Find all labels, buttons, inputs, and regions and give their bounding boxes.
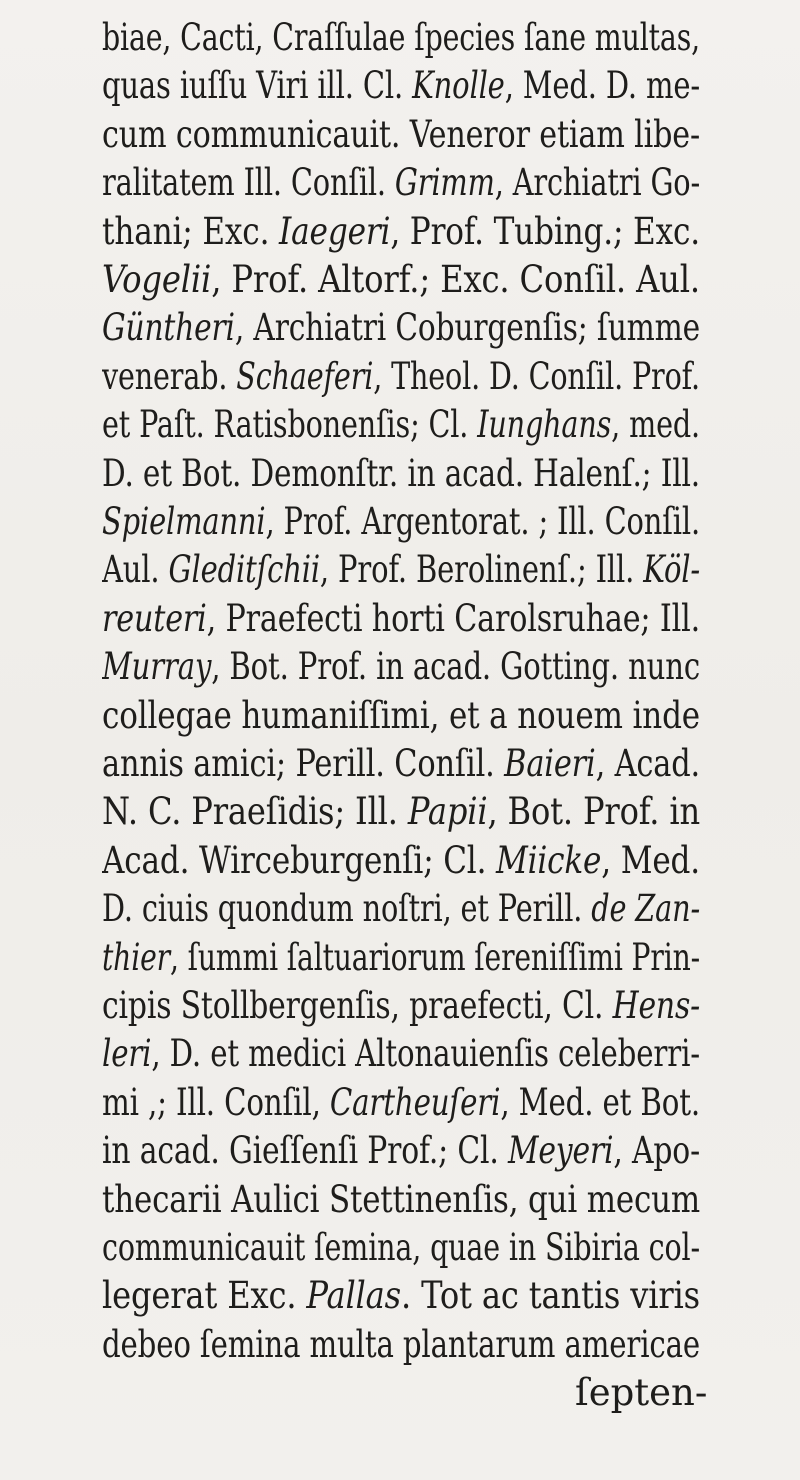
text-segment: , Med. et Bot. xyxy=(500,1080,701,1124)
text-segment: , Prof. Berolinenſ.; Ill. xyxy=(319,548,644,592)
text-segment: mi ,; Ill. Conſil, xyxy=(102,1080,330,1124)
italic-name: Hens- xyxy=(612,984,701,1027)
italic-name: Vogelii xyxy=(102,258,212,301)
text-segment: , Bot. Prof. in xyxy=(487,790,701,834)
text-segment: biae, Cacti, Craſſulae ſpecies ſane multas, xyxy=(102,16,701,59)
text-segment: , Med. D. me- xyxy=(504,64,700,108)
text-segment: cum communicauit. Veneror etiam libe- xyxy=(102,112,700,156)
text-segment: venerab. xyxy=(102,354,237,398)
text-segment: , Archiatri Coburgenſis; ſumme xyxy=(234,306,700,350)
italic-name: Pallas xyxy=(306,1274,401,1318)
text-segment: , Prof. Altorf.; Exc. Conſil. Aul. xyxy=(211,258,700,301)
italic-name: Miicke xyxy=(495,838,602,882)
italic-name: Meyeri xyxy=(507,1129,614,1173)
text-segment: Acad. Wirceburgenſi; Cl. xyxy=(102,838,496,882)
text-segment: annis amici; Perill. Conſil. xyxy=(102,742,505,785)
text-segment: D. ciuis quondum noſtri, et Perill. xyxy=(102,887,592,931)
text-segment: D. et Bot. Demonſtr. in acad. Halenſ.; Ill. xyxy=(102,451,701,495)
italic-name: leri xyxy=(102,1032,152,1076)
text-segment: , Prof. Tubing.; Exc. xyxy=(390,209,700,253)
italic-name: Murray xyxy=(102,645,212,689)
text-segment: thecarii Aulici Stettinenſis, qui mecum xyxy=(102,1177,700,1221)
italic-name: Köl- xyxy=(643,548,700,592)
italic-name: Cartheuſeri xyxy=(329,1080,501,1124)
text-segment: ralitatem Ill. Conſil. xyxy=(102,161,395,205)
italic-name: Knolle xyxy=(412,64,505,108)
text-segment: , med. xyxy=(611,403,701,447)
italic-name: de Zan- xyxy=(591,887,701,931)
text-segment: debeo ſemina multa plantarum americae xyxy=(102,1322,700,1366)
italic-name: Gleditſchii xyxy=(168,548,320,592)
italic-name: Iunghans xyxy=(477,403,612,447)
text-segment: , Apo- xyxy=(613,1129,700,1173)
text-segment: et Paſt. Ratisbonenſis; Cl. xyxy=(102,403,478,447)
text-segment: collegae humaniſſimi, et a nouem inde xyxy=(102,693,700,737)
text-segment: , Theol. D. Conſil. Prof. xyxy=(373,354,700,398)
italic-name: reuteri xyxy=(102,596,207,640)
text-segment: legerat Exc. xyxy=(102,1274,307,1318)
text-segment: cipis Stollbergenſis, praefecti, Cl. xyxy=(102,984,613,1027)
text-segment: in acad. Gieſſenſi Prof.; Cl. xyxy=(102,1129,508,1173)
italic-name: Grimm xyxy=(394,161,495,205)
italic-name: Baieri xyxy=(504,742,596,785)
text-segment: , Acad. xyxy=(595,742,701,785)
text-segment: , ſummi ſaltuariorum ſereniſſimi Prin- xyxy=(169,935,700,979)
italic-name: Iaegeri xyxy=(279,209,391,253)
text-segment: communicauit ſemina, quae in Sibiria col- xyxy=(102,1226,700,1269)
text-segment: , Archiatri Go- xyxy=(494,161,701,205)
text-segment: , Bot. Prof. in acad. Gotting. nunc xyxy=(211,645,700,689)
text-segment: , Med. xyxy=(601,838,700,882)
italic-name: Güntheri xyxy=(102,306,235,350)
italic-name: thier xyxy=(102,935,170,979)
catchword: ſepten- xyxy=(575,1371,708,1415)
text-segment: quas iuſſu Viri ill. Cl. xyxy=(102,64,413,108)
text-segment: , D. et medici Altonauienſis celeberri- xyxy=(151,1032,700,1076)
text-segment: . Tot ac tantis viris xyxy=(400,1274,700,1318)
italic-name: Schaeferi xyxy=(236,354,374,398)
text-segment: Aul. xyxy=(102,548,169,592)
italic-name: Spielmanni xyxy=(102,500,266,543)
text-segment: , Prof. Argentorat. ; Ill. Conſil. xyxy=(265,500,700,543)
italic-name: Papii xyxy=(407,790,488,834)
text-segment: thani; Exc. xyxy=(102,209,280,253)
text-segment: N. C. Praeſidis; Ill. xyxy=(102,790,408,834)
text-segment: , Praefecti horti Carolsruhae; Ill. xyxy=(206,596,701,640)
